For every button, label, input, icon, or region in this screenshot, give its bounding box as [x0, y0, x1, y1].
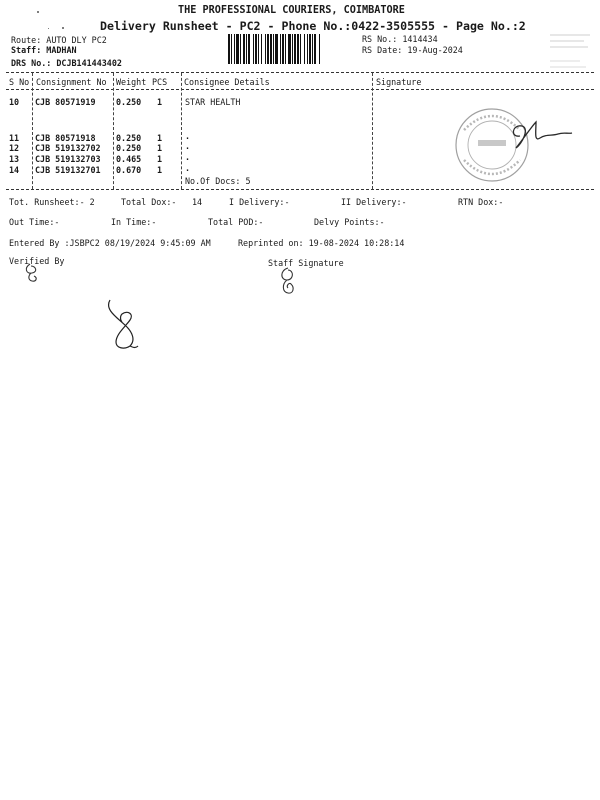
row-consignee: . — [185, 163, 191, 173]
row-consignment: CJB 80571919 — [35, 97, 96, 107]
row-pcs: 1 — [157, 133, 163, 143]
row-sno: 10 — [9, 97, 20, 107]
row-pcs: 1 — [157, 165, 163, 175]
row-consignment: CJB 80571918 — [35, 133, 96, 143]
bleed-through-area — [550, 30, 592, 90]
route-label: Route: AUTO DLY PC2 — [11, 35, 107, 45]
row-pcs: 1 — [157, 143, 163, 153]
tot-runsheet: Tot. Runsheet:- 2 — [9, 197, 95, 207]
row-sno: 13 — [9, 154, 20, 164]
runsheet-title: Delivery Runsheet - PC2 - Phone No.:0422-3505555 - Page No.:2 — [100, 19, 526, 33]
total-dox-value: 14 — [192, 197, 203, 207]
row-consignee: STAR HEALTH — [185, 97, 241, 107]
scan-speck — [48, 28, 49, 29]
rtn-dox: RTN Dox:- — [458, 197, 504, 207]
table-header-rule — [6, 89, 594, 90]
row-weight: 0.250 — [116, 143, 142, 153]
handwritten-signature — [506, 114, 576, 154]
row-pcs: 1 — [157, 154, 163, 164]
total-pod: Total POD:- — [208, 217, 264, 227]
staff-signature-label: Staff Signature — [268, 258, 344, 268]
row-consignee: . — [185, 141, 191, 151]
row-consignment: CJB 519132703 — [35, 154, 101, 164]
handwritten-scribble — [100, 296, 144, 354]
drs-number: DRS No.: DCJB141443402 — [11, 58, 122, 68]
row-sno: 14 — [9, 165, 20, 175]
scan-speck — [62, 27, 64, 29]
ii-delivery: II Delivery:- — [341, 197, 407, 207]
barcode-icon — [228, 34, 354, 64]
row-consignee: . — [185, 131, 191, 141]
i-delivery: I Delivery:- — [229, 197, 290, 207]
table-bottom-rule — [6, 189, 594, 190]
entered-by: Entered By :JSBPC2 08/19/2024 9:45:09 AM — [9, 238, 211, 248]
staff-signature-mark — [276, 266, 300, 296]
rs-number: RS No.: 1414434 — [362, 34, 438, 44]
row-consignee: . — [185, 152, 191, 162]
col-header-weight: Weight — [116, 77, 147, 87]
table-top-rule — [6, 72, 594, 73]
verified-by-label: Verified By — [9, 256, 65, 266]
col-header-pcs: PCS — [152, 77, 168, 87]
row-weight: 0.250 — [116, 133, 142, 143]
col-header-consignment: Consignment No — [36, 77, 107, 87]
row-weight: 0.250 — [116, 97, 142, 107]
column-divider — [113, 73, 114, 189]
column-divider — [181, 73, 182, 189]
delvy-points: Delvy Points:- — [314, 217, 385, 227]
row-consignment: CJB 519132702 — [35, 143, 101, 153]
row-pcs: 1 — [157, 97, 163, 107]
no-of-docs: No.Of Docs: 5 — [185, 176, 251, 186]
column-divider — [32, 73, 33, 189]
col-header-signature: Signature — [376, 77, 422, 87]
column-divider — [372, 73, 373, 189]
in-time: In Time:- — [111, 217, 157, 227]
col-header-sno: S No — [9, 77, 30, 87]
row-sno: 11 — [9, 133, 20, 143]
out-time: Out Time:- — [9, 217, 60, 227]
reprinted-on: Reprinted on: 19-08-2024 10:28:14 — [238, 238, 405, 248]
row-sno: 12 — [9, 143, 20, 153]
row-weight: 0.465 — [116, 154, 142, 164]
row-consignment: CJB 519132701 — [35, 165, 101, 175]
verified-signature-mark — [22, 262, 44, 284]
scan-speck — [37, 11, 39, 13]
company-title: THE PROFESSIONAL COURIERS, COIMBATORE — [178, 5, 405, 16]
row-weight: 0.670 — [116, 165, 142, 175]
rs-date: RS Date: 19-Aug-2024 — [362, 45, 463, 55]
staff-label: Staff: MADHAN — [11, 45, 77, 55]
col-header-consignee: Consignee Details — [184, 77, 270, 87]
total-dox-label: Total Dox:- — [121, 197, 177, 207]
